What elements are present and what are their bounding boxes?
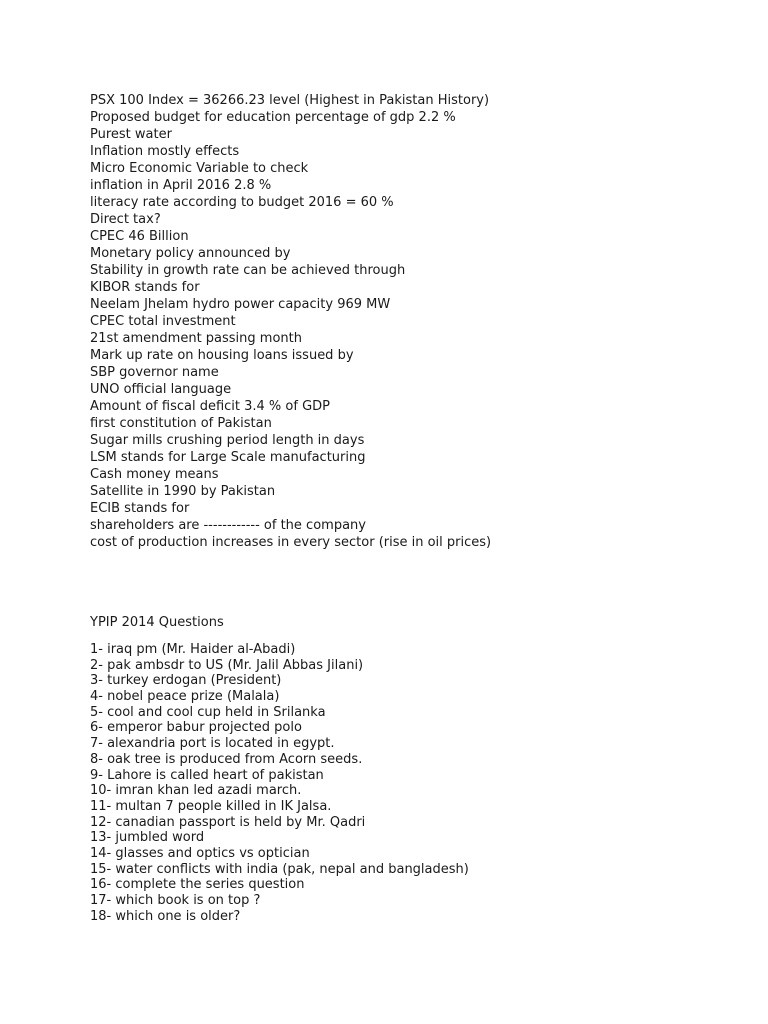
notes-list xyxy=(90,92,491,551)
ypip-question-line: 14- glasses and optics vs optician xyxy=(90,845,310,861)
note-line: Neelam Jhelam hydro power capacity 969 MW xyxy=(90,297,391,312)
ypip-question-line: 7- alexandria port is located in egypt. xyxy=(90,736,335,752)
note-line: LSM stands for Large Scale manufacturing xyxy=(90,450,366,465)
note-line: Stability in growth rate can be achieved through xyxy=(90,263,406,278)
note-line: Proposed budget for education percentage of gdp 2.2 % xyxy=(90,110,456,125)
note-line: inflation in April 2016 2.8 % xyxy=(90,178,272,193)
ypip-question-line: 9- Lahore is called heart of pakistan xyxy=(90,767,324,783)
note-line: ECIB stands for xyxy=(90,501,190,516)
ypip-question-line: 15- water conflicts with india (pak, nepal and bangladesh) xyxy=(90,861,469,877)
ypip-questions-list xyxy=(90,642,469,924)
note-line: shareholders are ------------ of the company xyxy=(90,518,366,533)
ypip-question-line: 11- multan 7 people killed in IK Jalsa. xyxy=(90,798,332,814)
note-line: Direct tax? xyxy=(90,212,161,227)
note-line: PSX 100 Index = 36266.23 level (Highest in Pakistan History) xyxy=(90,93,490,108)
note-line: Amount of fiscal deficit 3.4 % of GDP xyxy=(90,399,331,414)
ypip-question-line: 10- imran khan led azadi march. xyxy=(90,783,302,799)
ypip-question-line: 2- pak ambsdr to US (Mr. Jalil Abbas Jilani) xyxy=(90,657,364,673)
ypip-question-line: 18- which one is older? xyxy=(90,908,241,924)
note-line: Micro Economic Variable to check xyxy=(90,161,309,176)
ypip-question-line: 6- emperor babur projected polo xyxy=(90,720,302,736)
note-line: Satellite in 1990 by Pakistan xyxy=(90,484,276,499)
ypip-question-line: 8- oak tree is produced from Acorn seeds. xyxy=(90,751,363,767)
ypip-question-line: 1- iraq pm (Mr. Haider al-Abadi) xyxy=(90,642,296,657)
note-line: cost of production increases in every sector (rise in oil prices) xyxy=(90,535,492,550)
note-line: literacy rate according to budget 2016 = 60 % xyxy=(90,195,394,210)
note-line: Mark up rate on housing loans issued by xyxy=(90,348,354,363)
ypip-question-line: 4- nobel peace prize (Malala) xyxy=(90,689,280,705)
ypip-question-line: 13- jumbled word xyxy=(90,830,205,846)
ypip-question-line: 12- canadian passport is held by Mr. Qadri xyxy=(90,814,366,830)
note-line: first constitution of Pakistan xyxy=(90,416,272,431)
note-line: Cash money means xyxy=(90,467,219,482)
note-line: KIBOR stands for xyxy=(90,280,200,295)
note-line: Monetary policy announced by xyxy=(90,246,291,261)
note-line: Inflation mostly effects xyxy=(90,144,240,159)
ypip-section-title: YPIP 2014 Questions xyxy=(90,615,224,630)
ypip-question-line: 16- complete the series question xyxy=(90,877,305,893)
note-line: CPEC total investment xyxy=(90,314,236,329)
note-line: Purest water xyxy=(90,127,172,142)
note-line: CPEC 46 Billion xyxy=(90,229,189,244)
ypip-question-line: 5- cool and cool cup held in Srilanka xyxy=(90,704,326,720)
note-line: UNO official language xyxy=(90,382,232,397)
ypip-question-line: 17- which book is on top ? xyxy=(90,893,261,908)
ypip-question-line: 3- turkey erdogan (President) xyxy=(90,673,282,689)
note-line: Sugar mills crushing period length in days xyxy=(90,433,365,448)
note-line: 21st amendment passing month xyxy=(90,331,302,346)
note-line: SBP governor name xyxy=(90,365,219,380)
